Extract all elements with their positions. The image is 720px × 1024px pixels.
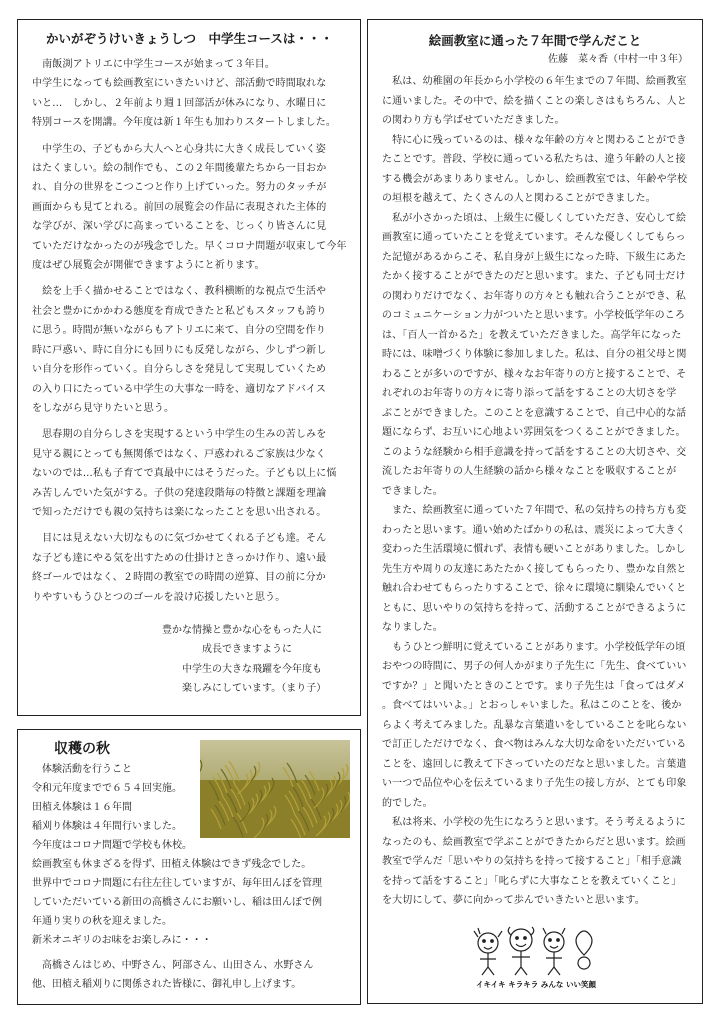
text-line: をしながら見守りたいと思う。	[32, 402, 175, 414]
middle-school-course-article	[17, 19, 361, 716]
harvest-summary	[32, 760, 212, 836]
text-line: で訂正しただけでなく、食べ物はみんな大切な命をいただいている	[382, 739, 687, 750]
text-line: 見守る親にとっても無関係ではなく、戸惑われるご家族は少なく	[32, 448, 326, 460]
article-title: かいがぞうけいきょうしつ 中学生コースは・・・	[46, 31, 333, 46]
text-line: する機会があまりありません。しかし、絵画教室では、年齢や学校	[382, 173, 688, 185]
text-line: 触れ合わせてもらったりすることで、徐々に環境に馴染んでいくと	[382, 583, 687, 594]
summary-line: 令和元年度までで６５４回実施。	[32, 783, 182, 794]
paragraph	[32, 282, 346, 418]
text-line: の垣根を越えて、たくさんの人と関わることができました。	[382, 193, 656, 204]
text-line: 先生方や周りの友達にあたたかく接してもらったり、豊かな自然と	[382, 563, 687, 575]
body-line: 絵画教室も休まざるを得ず、田植え体験はできず残念でした。	[32, 859, 312, 870]
text-line: 度はぜひ展覧会が開催できますようにと祈ります。	[32, 260, 265, 272]
text-line: 目には見えない大切なものに気づかせてくれる子ども達。そん	[32, 533, 327, 545]
thanks-line: 高橋さんはじめ、中野さん、阿部さん、山田さん、水野さん	[32, 960, 314, 971]
text-line: を大切にして、夢に向かって歩んでいきたいと思います。	[382, 895, 645, 906]
text-line: れ、自分の世界をこつこつと作り上げていった。努力のタッチが	[32, 182, 327, 194]
text-line: 南飯渕アトリエに中学生コースが始まって３年目。	[32, 59, 275, 70]
text-line: の関わりだけでなく、お年寄りの方々とも触れ合うことができ、私	[382, 290, 686, 302]
text-line: ともに、思いやりの気持ちを持って、活動することができるように	[382, 602, 687, 614]
paragraph	[32, 55, 346, 133]
text-line: ことを、遠回しに教えて下さっていたのだなと思いました。言葉遣	[382, 758, 687, 770]
paragraph	[32, 529, 346, 607]
text-line: 時には、味噌づくり体験に参加しました。私は、自分の祖父母と関	[382, 349, 687, 360]
closing-line: 中学生の大きな飛躍を今年度も	[182, 663, 322, 675]
text-line: できました。	[382, 485, 443, 497]
summary-line: 稲刈り体験は４年間行いました。	[32, 821, 182, 832]
text-line: このような経験から相手意識を持って話をすることの大切さや、交	[382, 446, 687, 458]
text-line: 絵を上手く描かせることではなく、教科横断的な視点で生活や	[32, 286, 327, 298]
text-line: 終ゴールではなく、２時間の教室での時間の逆算、目の前に分か	[32, 572, 326, 584]
text-line: な学びが、深い学びに高まっていることを、じっくり皆さんに見	[32, 221, 327, 233]
text-line: おやつの時間に、男子の何人かがまり子先生に「先生、食べていい	[382, 661, 687, 672]
body-line: 年通り実りの秋を迎えました。	[32, 916, 172, 927]
text-line: に思う。時間が無いながらもアトリエに来て、自分の空間を作り	[32, 325, 326, 337]
text-line: 特に心に残っているのは、様々な年齢の方々と関わることができ	[382, 134, 687, 146]
text-line: 題にならず、お互いに心地よい雰囲気をつくることができました。	[382, 427, 686, 438]
text-line: なったのも、絵画教室で学ぶことができたからだと思います。絵画	[382, 836, 686, 848]
text-line: ないのでは…私も子育てで真最中にはそうだった。子ども以上に悩	[32, 468, 337, 480]
text-line: 的でした。	[382, 797, 433, 809]
text-line: はたくましい。絵の制作でも、この２年間後輩たちから一目おか	[32, 163, 327, 175]
text-line: 変わった生活環境に慣れず、表情も硬いことがありました。しかし	[382, 544, 686, 555]
essay-byline: 佐藤 菜々香（中村一中３年）	[548, 54, 688, 65]
text-line: わることが多いのですが、様々なお年寄りの方と接することで、そ	[382, 368, 687, 380]
paragraph	[32, 140, 346, 276]
paragraph	[32, 425, 346, 522]
text-line: の関わり方も学ばせていただきました。	[382, 115, 565, 126]
text-line: らよく考えてみました。乱暴な言葉遣いをしていることを叱らない	[382, 719, 687, 731]
harvest-title: 収穫の秋	[54, 741, 110, 757]
text-line: の入り口にたっている中学生の大事な一時を、適切なアドバイス	[32, 383, 327, 395]
text-line: 流したお年寄りの人生経験の話から様々なことを吸収することが	[382, 466, 677, 477]
text-line: ですか？」と聞いたときのことです。まり子先生は「食ってはダメ	[382, 680, 686, 692]
paragraph	[382, 813, 688, 911]
text-line: 私は将来、小学校の先生になろうと思います。そう考えるように	[382, 817, 686, 828]
thanks-line: 他、田植え稲刈りに関係された皆様に、御礼申し上げます。	[32, 979, 302, 990]
harvest-article	[17, 729, 361, 1005]
text-line: 。食べてはいいよ。」とおっしゃいました。私はこのことを、後か	[382, 700, 682, 711]
text-line: に通いました。その中で、絵を描くことの楽しさはもちろん、人と	[382, 95, 687, 107]
text-line: また、絵画教室に通っていた７年間で、私の気持ちの持ち方も変	[382, 505, 687, 516]
summary-line: 体験活動を行うこと	[42, 764, 132, 775]
essay-title: 絵画教室に通った７年間で学んだこと	[428, 33, 642, 48]
text-line: 中学生になっても絵画教室にいきたいけど、部活動で時間取れな	[32, 78, 327, 90]
summary-line: 田植え体験は１６年間	[32, 802, 132, 813]
text-line: いと… しかし、２年前より週１回部活が休みになり、水曜日に	[32, 97, 327, 109]
text-line: 私が小さかった頃は、上級生に優しくしていただき、安心して絵	[382, 212, 687, 224]
text-line: み苦しんでいた気がする。子供の発達段階毎の特徴と課題を理論	[32, 487, 327, 499]
article-body	[32, 55, 346, 607]
rice-field-photo	[200, 740, 350, 838]
harvest-thanks	[32, 956, 346, 994]
text-line: 教室で学んだ「思いやりの気持ちを持って接すること」「相手意識	[382, 856, 682, 867]
text-line: 私は、幼稚園の年長から小学校の６年生までの７年間、絵画教室	[382, 76, 687, 87]
paragraph	[382, 131, 688, 209]
student-essay	[367, 19, 703, 1004]
closing-line: 豊かな情操と豊かな心をもった人に	[162, 624, 322, 636]
text-line: なりました。	[382, 622, 443, 633]
text-line: い一つで品位や心を伝えているまり子先生の接し方が、とても印象	[382, 778, 687, 789]
text-line: 社会と豊かにかかわる態度を育成できたと私どもスタッフも誇り	[32, 305, 327, 317]
paragraph	[382, 638, 688, 814]
body-line: 新米オニギリのお味をお楽しみに・・・	[32, 935, 212, 946]
harvest-body	[32, 836, 346, 950]
text-line: で知っただけでも親の気持ちは楽になったことを思い出される。	[32, 506, 327, 518]
body-line: していただいている新田の高橋さんにお願いし、稲は田んぼで例	[32, 897, 322, 908]
text-line: わったと思います。通い始めたばかりの私は、震災によって大きく	[382, 524, 686, 536]
text-line: たことです。普段、学校に通っている私たちは、違う年齢の人と接	[382, 154, 686, 165]
kids-illustration-logo	[466, 925, 606, 991]
text-line: もうひとつ鮮明に覚えていることがあります。小学校低学年の頃	[382, 641, 686, 653]
essay-body	[382, 72, 688, 911]
logo-caption: イキイキ キラキラ みんな いい笑顔	[475, 980, 597, 989]
text-line: ぶことができました。このことを意識することで、自己中心的な話	[382, 407, 687, 419]
text-line: りやすいもうひとつのゴールを設け応援したいと思う。	[32, 591, 286, 603]
text-line: たかく接することができたのだと思います。また、子ども同士だけ	[382, 271, 686, 282]
text-line: い自分を形作っていく。自分らしさを発見して実現していくため	[32, 364, 327, 376]
paragraph	[382, 209, 688, 502]
text-line: ていただけなかったのが残念でした。早くコロナ問題が収束して今年	[32, 240, 347, 252]
closing-line: 成長できますように	[202, 644, 292, 656]
text-line: な子ども達にやる気を出すための仕掛けときっかけ作り、遠い最	[32, 552, 327, 564]
paragraph	[382, 501, 688, 638]
text-line: れぞれのお年寄りの方々に寄り添って話をすることの大切さを学	[382, 388, 677, 399]
text-line: を持って話をすること」「叱らずに大事なことを教えていくこと」	[382, 875, 682, 887]
paragraph	[382, 72, 688, 131]
text-line: 特別コースを開講。今年度は新１年生も加わりスタートしました。	[32, 117, 336, 129]
text-line: は、「百人一首かるた」を教えていただきました。高学年になった	[382, 329, 682, 341]
text-line: 中学生の、子どもから大人へと心身共に大きく成長していく姿	[32, 143, 326, 155]
closing-message	[32, 621, 346, 699]
text-line: 思春期の自分らしさを実現するという中学生の生みの苦しみを	[32, 429, 327, 441]
body-line: 今年度はコロナ問題で学校も休校。	[32, 840, 192, 851]
text-line: のコミュニケーション力がついたと思います。小学校低学年のころ	[382, 310, 686, 321]
text-line: 画教室に通っていたことを覚えています。そんな優しくしてもらっ	[382, 232, 686, 243]
text-line: た記憶があるからこそ、私自身が上級生になった時、下級生にあた	[382, 251, 687, 263]
body-line: 世界中でコロナ問題に右往左往していますが、毎年田んぼを管理	[32, 878, 322, 889]
text-line: 時に戸惑い、時に自分にも回りにも反発しながら、少しずつ新し	[32, 344, 327, 356]
text-line: 画面からも見てとれる。前回の展覧会の作品に表現された主体的	[32, 201, 327, 213]
closing-line: 楽しみにしています。（まり子）	[182, 683, 327, 695]
